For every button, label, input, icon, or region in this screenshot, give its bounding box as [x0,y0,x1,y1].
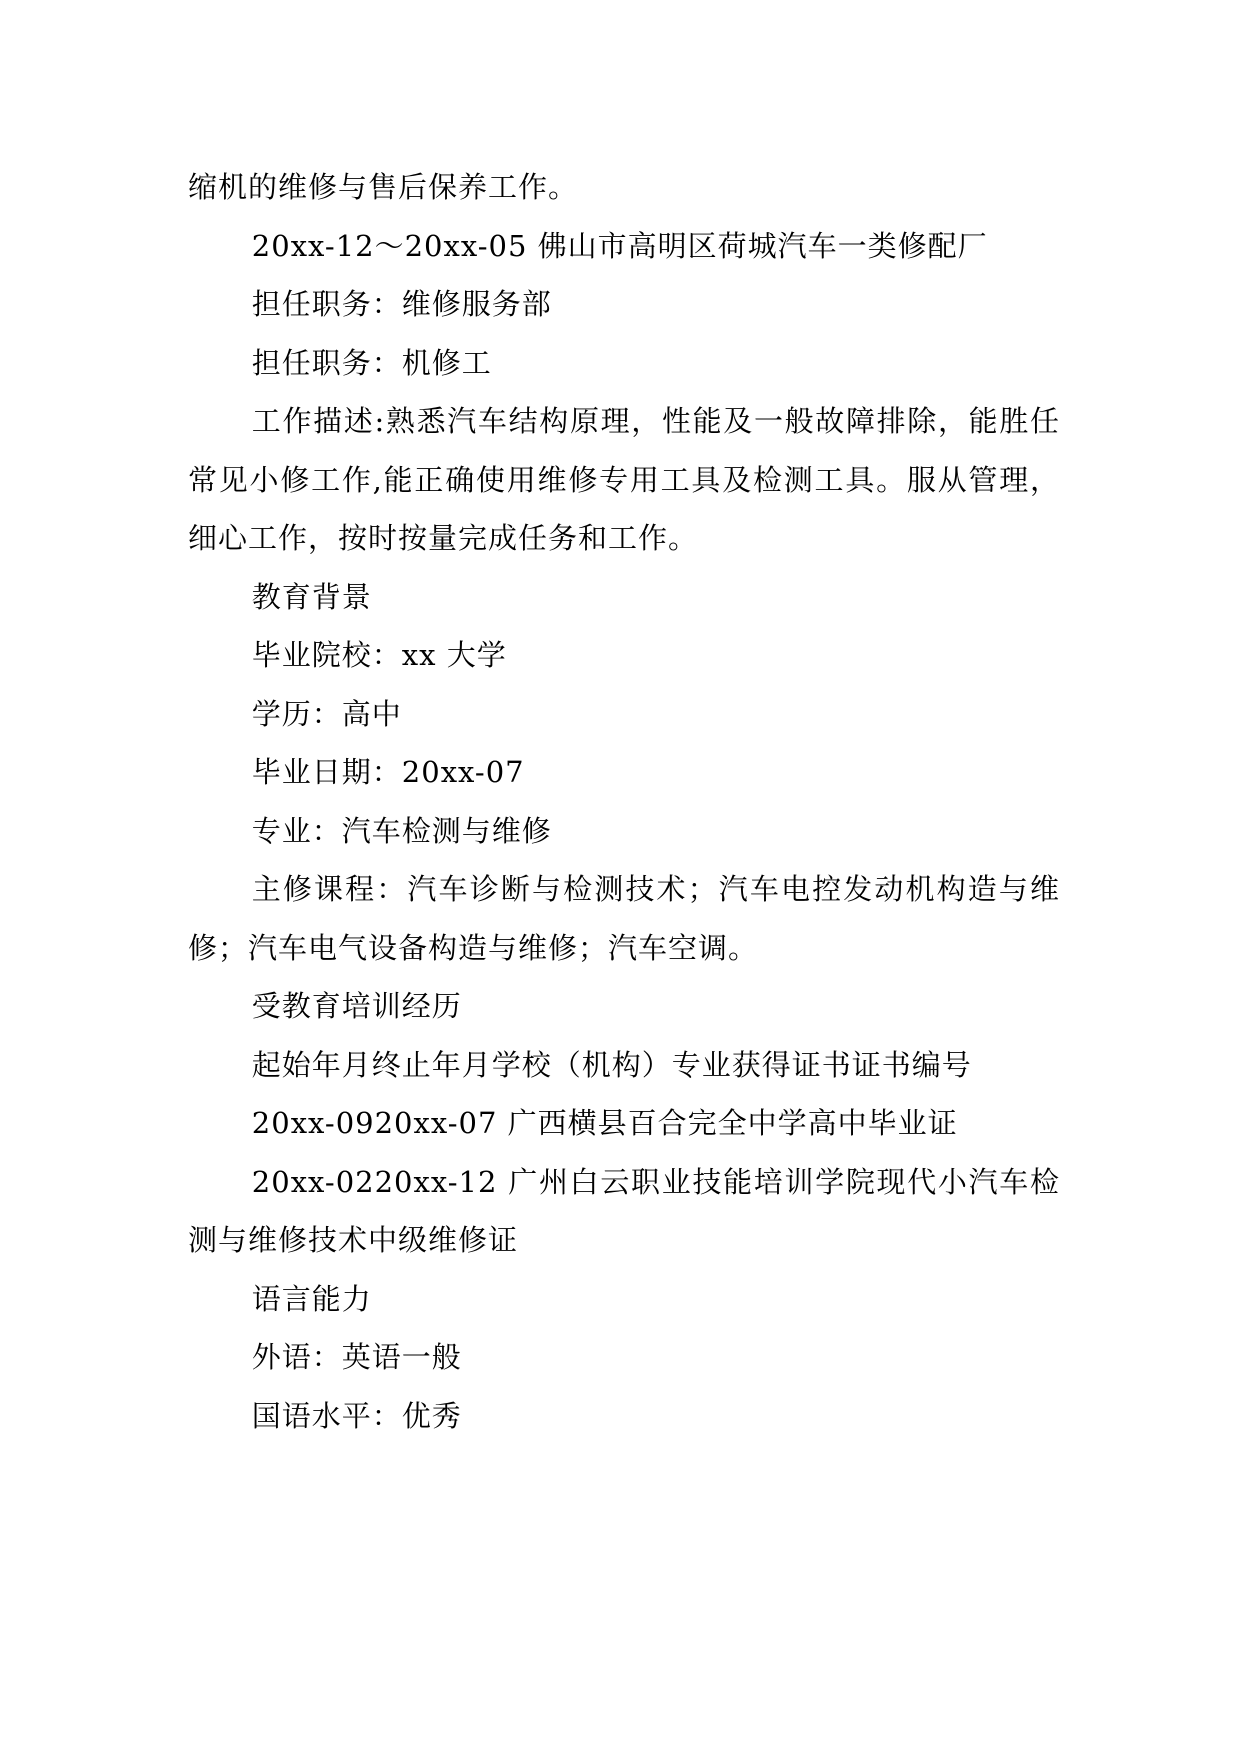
section-heading-language: 语言能力 [251,1281,372,1316]
paragraph-training-entry-1: 20xx-0920xx-07 广西横县百合完全中学高中毕业证 [251,1106,958,1140]
paragraph-foreign-language: 外语：英语一般 [251,1340,462,1374]
paragraph-work-continuation: 缩机的维修与售后保养工作。 [188,170,579,204]
paragraph-employer-entry: 20xx-12～20xx-05 佛山市高明区荷城汽车一类修配厂 [251,228,988,263]
paragraph-courses: 主修课程：汽车诊断与检测技术；汽车电控发动机构造与维修；汽车电气设备构造与维修；汽车空调。 [188,872,1060,965]
document-body [188,158,1060,1445]
paragraph-mandarin-level: 国语水平：优秀 [251,1398,462,1433]
paragraph-degree: 学历：高中 [251,696,402,731]
paragraph-position-department: 担任职务：维修服务部 [251,287,552,321]
paragraph-position-role: 担任职务：机修工 [251,345,492,380]
paragraph-major: 专业：汽车检测与维修 [251,813,552,848]
paragraph-training-entry-2: 20xx-0220xx-12 广州白云职业技能培训学院现代小汽车检测与维修技术中级维修证 [188,1164,1060,1257]
paragraph-work-description: 工作描述:熟悉汽车结构原理，性能及一般故障排除，能胜任常见小修工作,能正确使用维修专用工具及检测工具。服从管理，细心工作，按时按量完成任务和工作。 [188,404,1060,555]
section-heading-education: 教育背景 [251,579,372,614]
paragraph-training-header: 起始年月终止年月学校（机构）专业获得证书证书编号 [251,1047,972,1082]
paragraph-graduation-date: 毕业日期：20xx-07 [251,755,525,789]
section-heading-training: 受教育培训经历 [251,989,462,1023]
paragraph-school: 毕业院校：xx 大学 [251,638,507,672]
